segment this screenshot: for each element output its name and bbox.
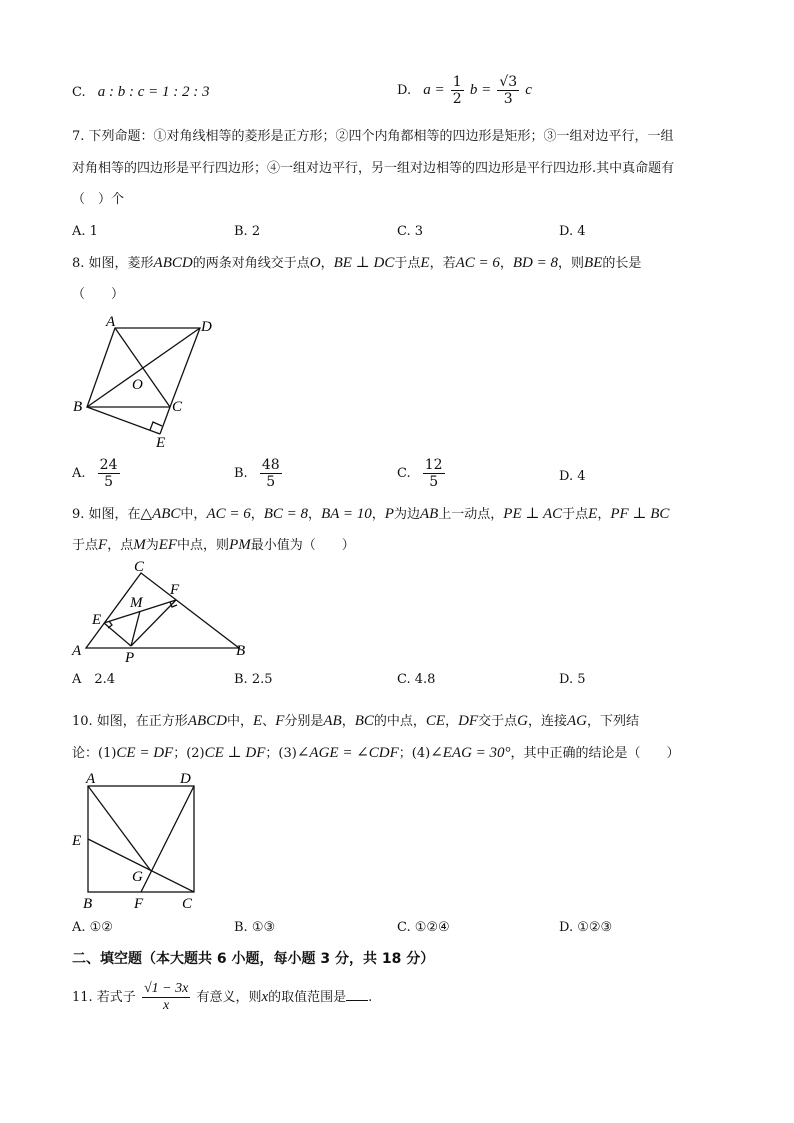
text: ，下列结: [586, 714, 639, 729]
text: 的两条对角线交于点: [192, 256, 310, 271]
fraction: [423, 457, 445, 490]
text: 有意义，则: [196, 990, 262, 1005]
math: EF: [158, 537, 178, 553]
text: ，: [250, 507, 264, 522]
q9-option-d: D. 5: [559, 672, 586, 687]
label-c: C: [182, 896, 193, 912]
text: ，: [597, 507, 611, 522]
fraction: [260, 457, 282, 490]
math: E: [588, 506, 598, 522]
math: PF ⊥ BC: [610, 506, 670, 522]
q8-option-c: [397, 457, 447, 490]
text: 于点: [394, 256, 421, 271]
q10-option-d: D. ①②③: [559, 920, 613, 935]
q9-line-2: [72, 535, 355, 556]
label-c: C: [134, 559, 145, 575]
text: 交于点: [478, 714, 518, 729]
fraction: [98, 457, 120, 490]
text: 分别是: [284, 714, 324, 729]
math: DF: [458, 713, 479, 729]
text: 10. 如图，在正方形: [72, 714, 188, 729]
label-a: A: [106, 314, 116, 330]
label-g: G: [132, 869, 143, 885]
q9-option-c: C. 4.8: [397, 672, 436, 687]
q10-line-1: [72, 711, 639, 732]
label-e: E: [72, 833, 82, 849]
label-e: E: [156, 435, 166, 451]
option-label: B.: [234, 466, 248, 481]
option-expr: a : b : c = 1 : 2 : 3: [97, 84, 210, 100]
diagonal-bd: [87, 328, 200, 407]
fraction: [142, 981, 190, 1014]
q9-option-a: A 2.4: [72, 672, 116, 687]
math: PE ⊥ AC: [503, 506, 563, 522]
answer-blank[interactable]: [346, 988, 368, 1001]
label-o: O: [132, 377, 143, 393]
text: 11. 若式子: [72, 990, 136, 1005]
option-label: D.: [397, 83, 412, 98]
q7-line-2: 对角相等的四边形是平行四边形；④一组对边平行，另一组对边相等的四边形是平行四边形.其中真命题有: [72, 161, 675, 176]
q10-option-a: A. ①②: [72, 920, 113, 935]
math: M: [133, 537, 146, 553]
text: 、: [262, 714, 276, 729]
math: G: [517, 713, 528, 729]
q7-option-c: C. 3: [397, 224, 424, 239]
text: ，连接: [527, 714, 567, 729]
math: BE ⊥ DC: [333, 255, 395, 271]
numerator: √1 − 3x: [143, 981, 189, 996]
q9-triangle-figure: [66, 558, 256, 666]
text: ，: [341, 714, 355, 729]
math: BC = 8: [263, 506, 309, 522]
label-f: F: [170, 582, 180, 598]
label-e: E: [92, 612, 102, 628]
text: ，若: [429, 256, 456, 271]
text: ，则: [558, 256, 585, 271]
extension-ce: [160, 407, 170, 434]
numerator: 24: [99, 457, 118, 473]
math: ABCD: [187, 713, 227, 729]
denominator: 3: [503, 91, 513, 107]
math: E: [420, 255, 430, 271]
text: ；(2): [173, 746, 205, 761]
q8-line-1: [72, 253, 641, 274]
text: 最小值为（ ）: [250, 538, 355, 553]
label-d: D: [180, 771, 191, 787]
q8-rhombus-figure: [60, 310, 240, 460]
q8-option-a: [72, 457, 122, 490]
text: 的长是: [602, 256, 642, 271]
q10-option-c: C. ①②④: [397, 920, 450, 935]
math: AG: [566, 713, 587, 729]
q11-line: [72, 981, 372, 1014]
option-label: A.: [72, 466, 86, 481]
segment-ag: [88, 786, 151, 871]
math: x: [261, 989, 269, 1005]
option-label: C.: [397, 466, 411, 481]
math: F: [98, 537, 108, 553]
math: AC = 6: [455, 255, 500, 271]
math: △ABC: [140, 506, 181, 522]
numerator: 48: [261, 457, 280, 473]
math: AB: [419, 506, 439, 522]
text: 上一动点，: [438, 507, 504, 522]
text: .: [368, 990, 373, 1005]
math: F: [275, 713, 285, 729]
option-label: C.: [72, 85, 86, 100]
text: ；(3): [265, 746, 297, 761]
text: 中，: [226, 714, 253, 729]
text: 的取值范围是: [268, 990, 347, 1005]
q7-line-1: 7. 下列命题：①对角线相等的菱形是正方形；②四个内角都相等的四边形是矩形；③一组对边平行，一组: [72, 129, 674, 144]
label-m: M: [130, 595, 143, 611]
label-c: C: [172, 399, 183, 415]
text: 为: [145, 538, 159, 553]
q8-option-b: [234, 457, 284, 490]
q8-line-2: （ ）: [72, 287, 125, 302]
section-heading: 二、填空题（本大题共 6 小题，每小题 3 分，共 18 分）: [72, 951, 435, 967]
math: ∠EAG = 30°: [430, 745, 511, 761]
text: 的中点，: [373, 714, 426, 729]
segment-pe: [104, 623, 131, 646]
math: E: [253, 713, 263, 729]
text: 于点: [562, 507, 589, 522]
math: ∠AGE = ∠CDF: [296, 745, 399, 761]
math: CE = DF: [116, 745, 174, 761]
math: BD = 8: [512, 255, 559, 271]
denominator: 5: [104, 474, 114, 490]
text: 中点，则: [177, 538, 230, 553]
text: ，其中正确的结论是（ ）: [510, 746, 680, 761]
label-b: B: [236, 643, 246, 659]
text: ，点: [107, 538, 134, 553]
text: 于点: [72, 538, 99, 553]
math: ABCD: [153, 255, 193, 271]
denominator: x: [163, 998, 170, 1013]
math: P: [384, 506, 394, 522]
text: 为边: [393, 507, 420, 522]
math: PM: [229, 537, 251, 553]
right-angle-mark: [150, 422, 162, 430]
text: ；(4): [398, 746, 431, 761]
triangle-abc: [86, 573, 239, 648]
label-b: B: [83, 896, 93, 912]
label-f: F: [134, 896, 144, 912]
expr-part: c: [525, 82, 532, 98]
label-a: A: [72, 643, 82, 659]
q7-line-3: （ ）个: [72, 192, 125, 207]
q7-option-b: B. 2: [234, 224, 261, 239]
q10-option-b: B. ①③: [234, 920, 276, 935]
label-d: D: [201, 319, 212, 335]
numerator: 12: [424, 457, 443, 473]
q10-square-figure: [66, 766, 216, 912]
text: 9. 如图，在: [72, 507, 141, 522]
q7-option-d: D. 4: [559, 224, 586, 239]
q6-option-c: [72, 84, 210, 101]
text: 论：(1): [72, 746, 117, 761]
text: ，: [499, 256, 513, 271]
expr-part: b =: [469, 82, 492, 98]
math: CE: [425, 713, 446, 729]
q9-line-1: [72, 504, 669, 525]
fraction: [497, 74, 519, 107]
segment-be: [87, 407, 160, 434]
numerator: √3: [499, 74, 518, 90]
text: 中，: [180, 507, 207, 522]
expr-part: a =: [423, 82, 445, 98]
q8-option-d: D. 4: [559, 469, 586, 484]
math: O: [309, 255, 321, 271]
math: AC = 6: [206, 506, 251, 522]
denominator: 5: [429, 474, 439, 490]
denominator: 2: [452, 91, 462, 107]
q7-option-a: A. 1: [72, 224, 98, 239]
text: ，: [308, 507, 322, 522]
math: CE ⊥ DF: [204, 745, 266, 761]
label-p: P: [125, 650, 135, 666]
numerator: 1: [452, 74, 462, 90]
q10-line-2: [72, 743, 680, 764]
label-a: A: [86, 771, 96, 787]
segment-df: [141, 786, 194, 892]
text: 8. 如图，菱形: [72, 256, 154, 271]
math: AB: [323, 713, 342, 729]
q9-option-b: B. 2.5: [234, 672, 273, 687]
denominator: 5: [266, 474, 276, 490]
fraction: [451, 74, 464, 107]
math: BC: [354, 713, 374, 729]
text: ，: [320, 256, 334, 271]
label-b: B: [73, 399, 83, 415]
math: BA = 10: [321, 506, 372, 522]
math: BE: [584, 255, 603, 271]
text: ，: [371, 507, 385, 522]
text: ，: [445, 714, 459, 729]
q6-option-d: [397, 74, 532, 107]
